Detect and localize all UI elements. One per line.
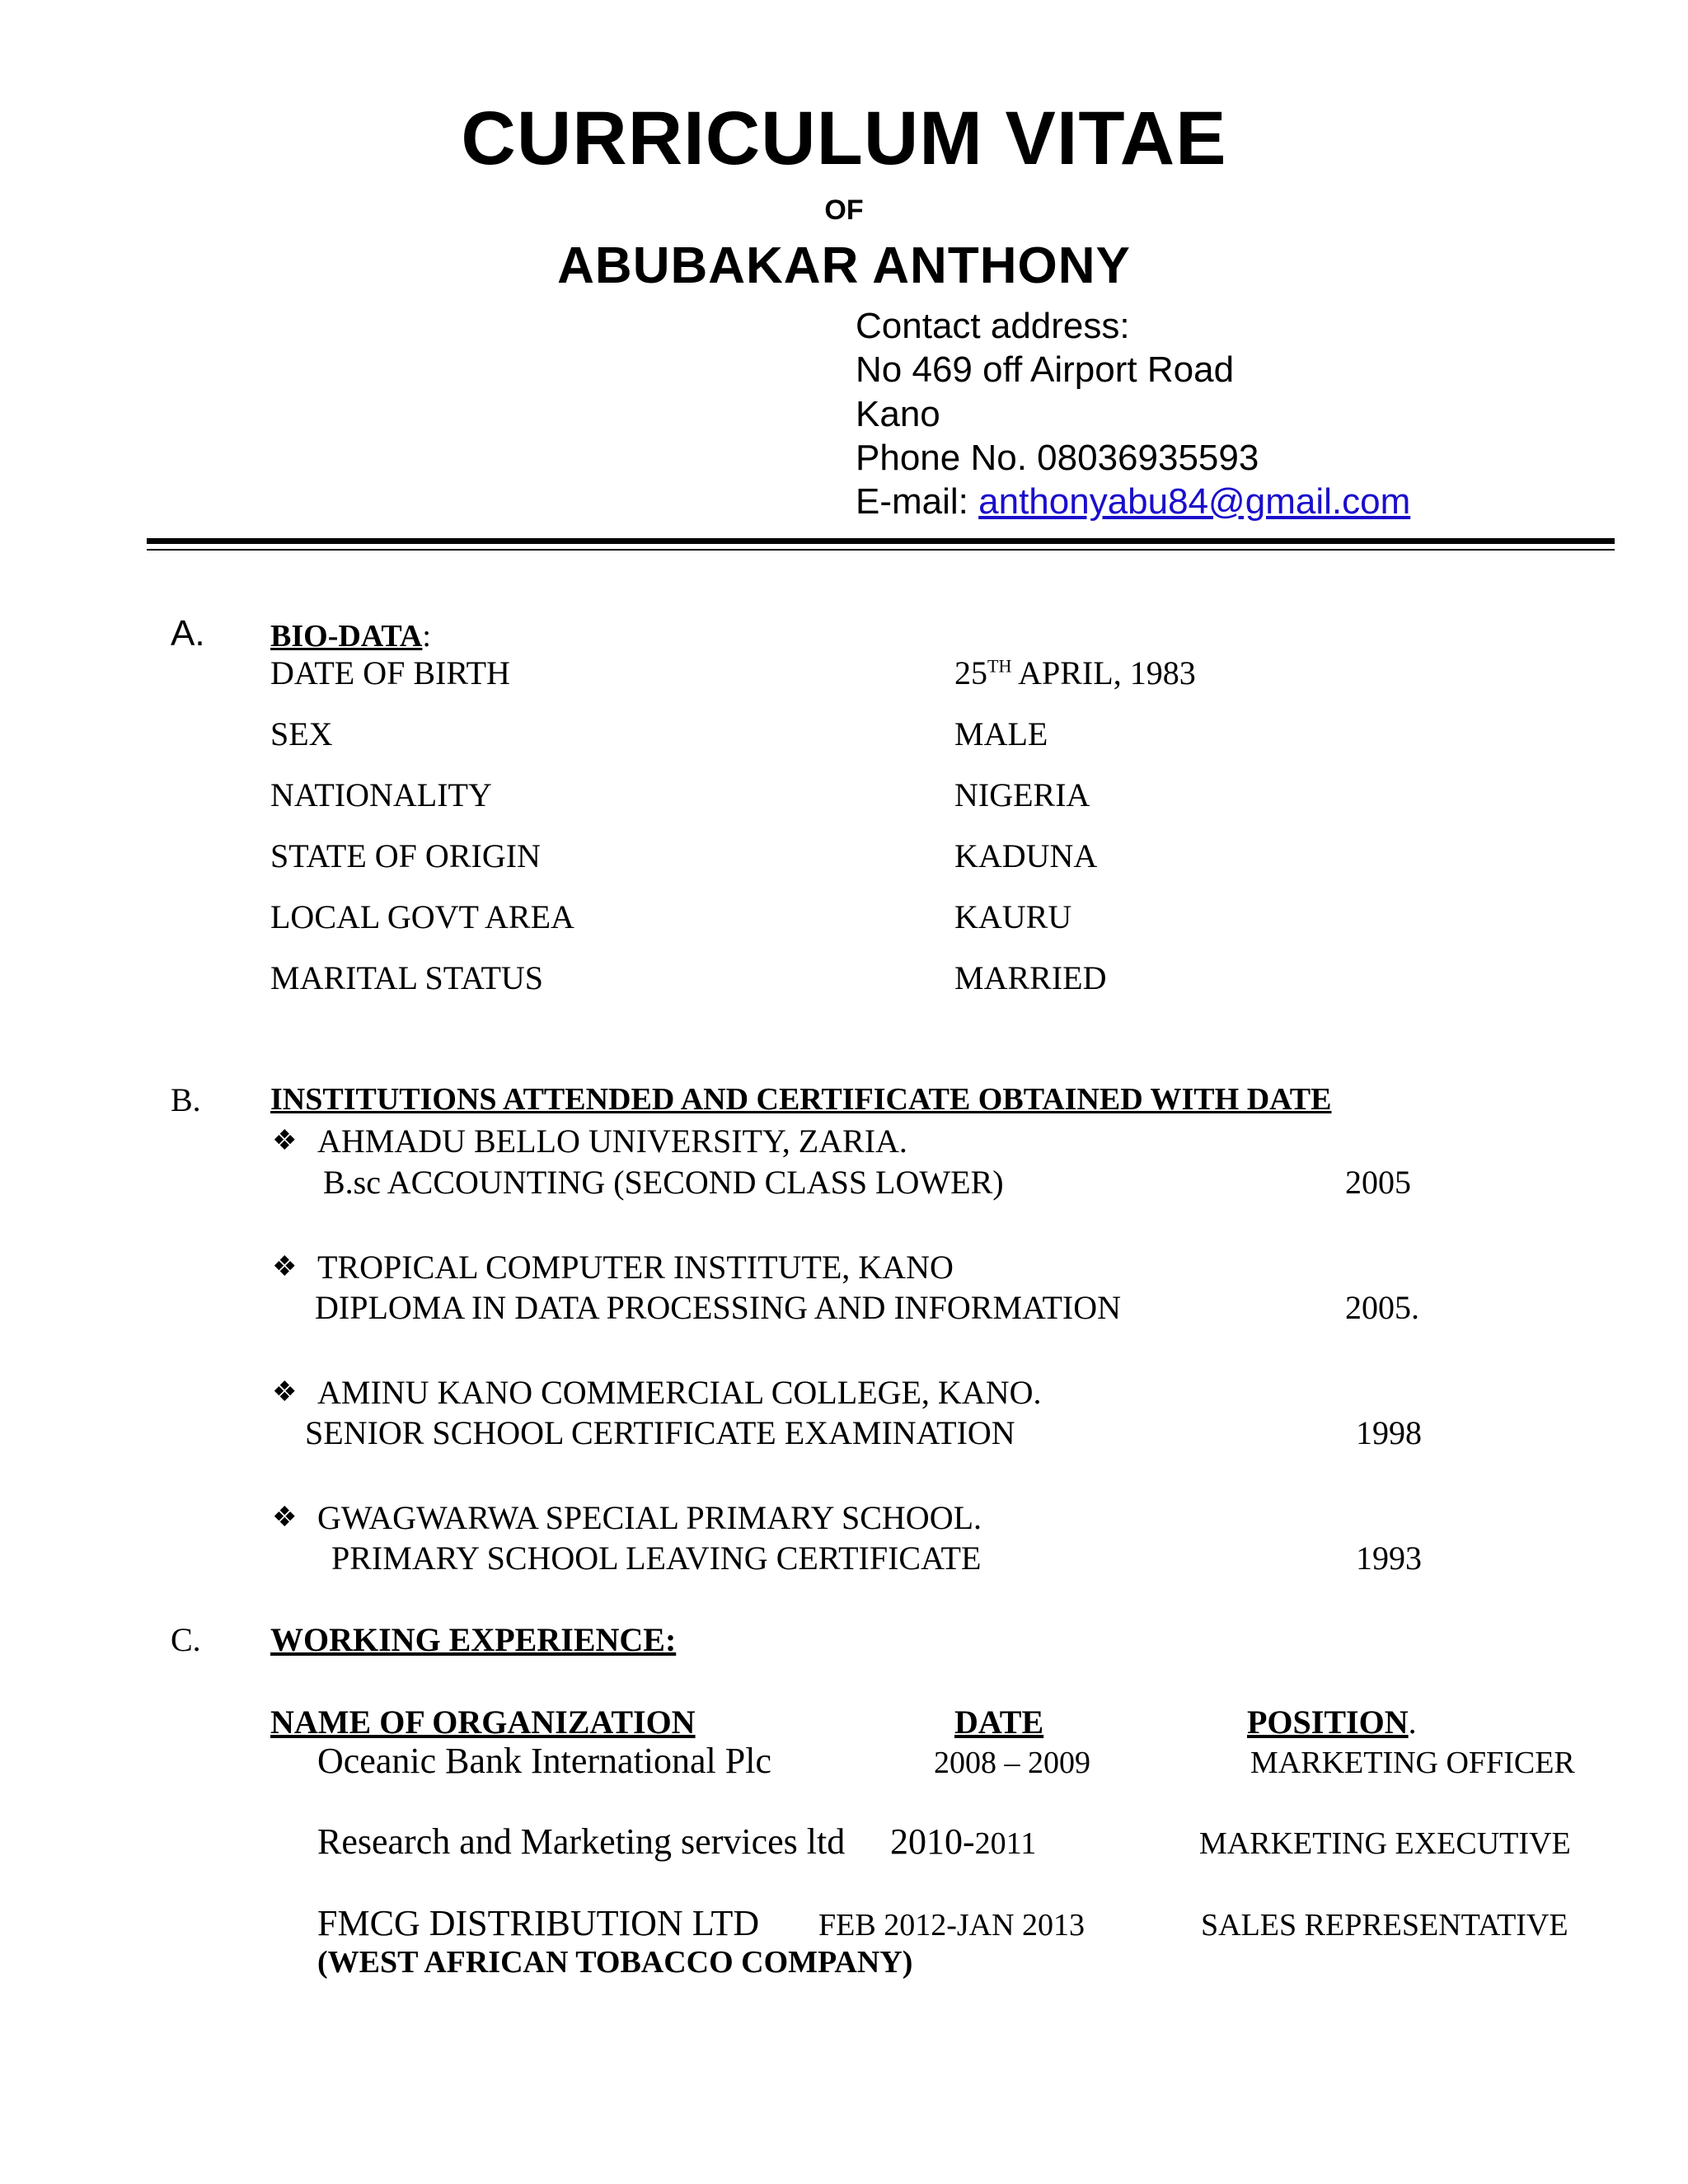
experience-organization: Research and Marketing services ltd xyxy=(317,1821,846,1862)
candidate-name: ABUBAKAR ANTHONY xyxy=(557,237,1131,294)
experience-organization-subtitle: (WEST AFRICAN TOBACCO COMPANY) xyxy=(317,1945,913,1980)
experience-position: SALES REPRESENTATIVE xyxy=(1201,1908,1568,1943)
education-institution: AHMADU BELLO UNIVERSITY, ZARIA. xyxy=(317,1122,907,1160)
education-institution: GWAGWARWA SPECIAL PRIMARY SCHOOL. xyxy=(317,1499,982,1536)
education-year: 2005. xyxy=(1345,1289,1419,1326)
bullet-icon: ❖ xyxy=(272,1377,298,1408)
contact-label: Contact address: xyxy=(856,306,1130,346)
column-header-position-line xyxy=(1247,1706,1417,1739)
bio-value-state: KADUNA xyxy=(954,837,1098,874)
education-year: 2005 xyxy=(1345,1164,1411,1201)
experience-date: FEB 2012-JAN 2013 xyxy=(818,1908,1085,1943)
experience-organization: Oceanic Bank International Plc xyxy=(317,1741,772,1781)
experience-position: MARKETING OFFICER xyxy=(1250,1746,1575,1780)
education-institution: TROPICAL COMPUTER INSTITUTE, KANO xyxy=(317,1249,954,1286)
education-certificate: SENIOR SCHOOL CERTIFICATE EXAMINATION xyxy=(305,1414,1015,1451)
bio-heading-line xyxy=(270,621,431,652)
bio-label-state: STATE OF ORIGIN xyxy=(270,837,541,874)
email-label: E-mail: xyxy=(856,481,979,522)
column-header-organization: NAME OF ORGANIZATION xyxy=(270,1704,696,1741)
bio-label-nationality: NATIONALITY xyxy=(270,776,492,813)
section-letter-a: A. xyxy=(171,613,205,654)
column-header-position-dot: . xyxy=(1408,1704,1417,1741)
education-certificate: DIPLOMA IN DATA PROCESSING AND INFORMATION xyxy=(315,1289,1122,1326)
dob-rest: APRIL, 1983 xyxy=(1011,654,1196,691)
bullet-icon: ❖ xyxy=(272,1126,298,1156)
education-year: 1998 xyxy=(1356,1414,1422,1451)
bio-value-marital: MARRIED xyxy=(954,959,1107,996)
section-letter-c: C. xyxy=(171,1621,201,1658)
experience-date-start: 2010- xyxy=(890,1821,975,1862)
bio-label-sex: SEX xyxy=(270,715,333,752)
email-line xyxy=(856,481,1411,522)
dob-suffix: TH xyxy=(987,655,1012,677)
education-certificate: B.sc ACCOUNTING (SECOND CLASS LOWER) xyxy=(323,1164,1004,1201)
bio-heading: BIO-DATA xyxy=(270,619,423,654)
experience-heading: WORKING EXPERIENCE: xyxy=(270,1621,677,1658)
bio-value-sex: MALE xyxy=(954,715,1048,752)
experience-position: MARKETING EXECUTIVE xyxy=(1199,1826,1571,1861)
bullet-icon: ❖ xyxy=(272,1252,298,1282)
experience-date xyxy=(890,1821,1037,1862)
column-header-date: DATE xyxy=(954,1704,1044,1741)
education-institution: AMINU KANO COMMERCIAL COLLEGE, KANO. xyxy=(317,1374,1042,1411)
bio-label-marital: MARITAL STATUS xyxy=(270,959,544,996)
section-letter-b: B. xyxy=(171,1081,201,1118)
experience-date: 2008 – 2009 xyxy=(934,1746,1090,1780)
address-line-1: No 469 off Airport Road xyxy=(856,349,1235,390)
bio-value-dob xyxy=(954,654,1196,691)
title-of: OF xyxy=(824,194,864,226)
dob-day: 25 xyxy=(954,654,987,691)
bio-heading-colon: : xyxy=(422,619,431,654)
email-link[interactable]: anthonyabu84@gmail.com xyxy=(978,481,1411,522)
column-header-position: POSITION xyxy=(1247,1704,1409,1741)
bio-value-nationality: NIGERIA xyxy=(954,776,1090,813)
address-line-2: Kano xyxy=(856,394,940,434)
bio-label-lga: LOCAL GOVT AREA xyxy=(270,898,574,935)
phone-number: Phone No. 08036935593 xyxy=(856,438,1259,478)
experience-organization: FMCG DISTRIBUTION LTD xyxy=(317,1903,760,1943)
bullet-icon: ❖ xyxy=(272,1502,298,1533)
education-year: 1993 xyxy=(1356,1540,1422,1577)
experience-date-end: 2011 xyxy=(974,1826,1037,1861)
bio-value-lga: KAURU xyxy=(954,898,1072,935)
bio-label-dob: DATE OF BIRTH xyxy=(270,654,510,691)
page-title: CURRICULUM VITAE xyxy=(461,96,1227,180)
education-heading: INSTITUTIONS ATTENDED AND CERTIFICATE OBTAINED WITH DATE xyxy=(270,1082,1332,1117)
education-certificate: PRIMARY SCHOOL LEAVING CERTIFICATE xyxy=(331,1540,982,1577)
header-divider-thin xyxy=(147,549,1615,551)
header-divider xyxy=(147,538,1615,544)
